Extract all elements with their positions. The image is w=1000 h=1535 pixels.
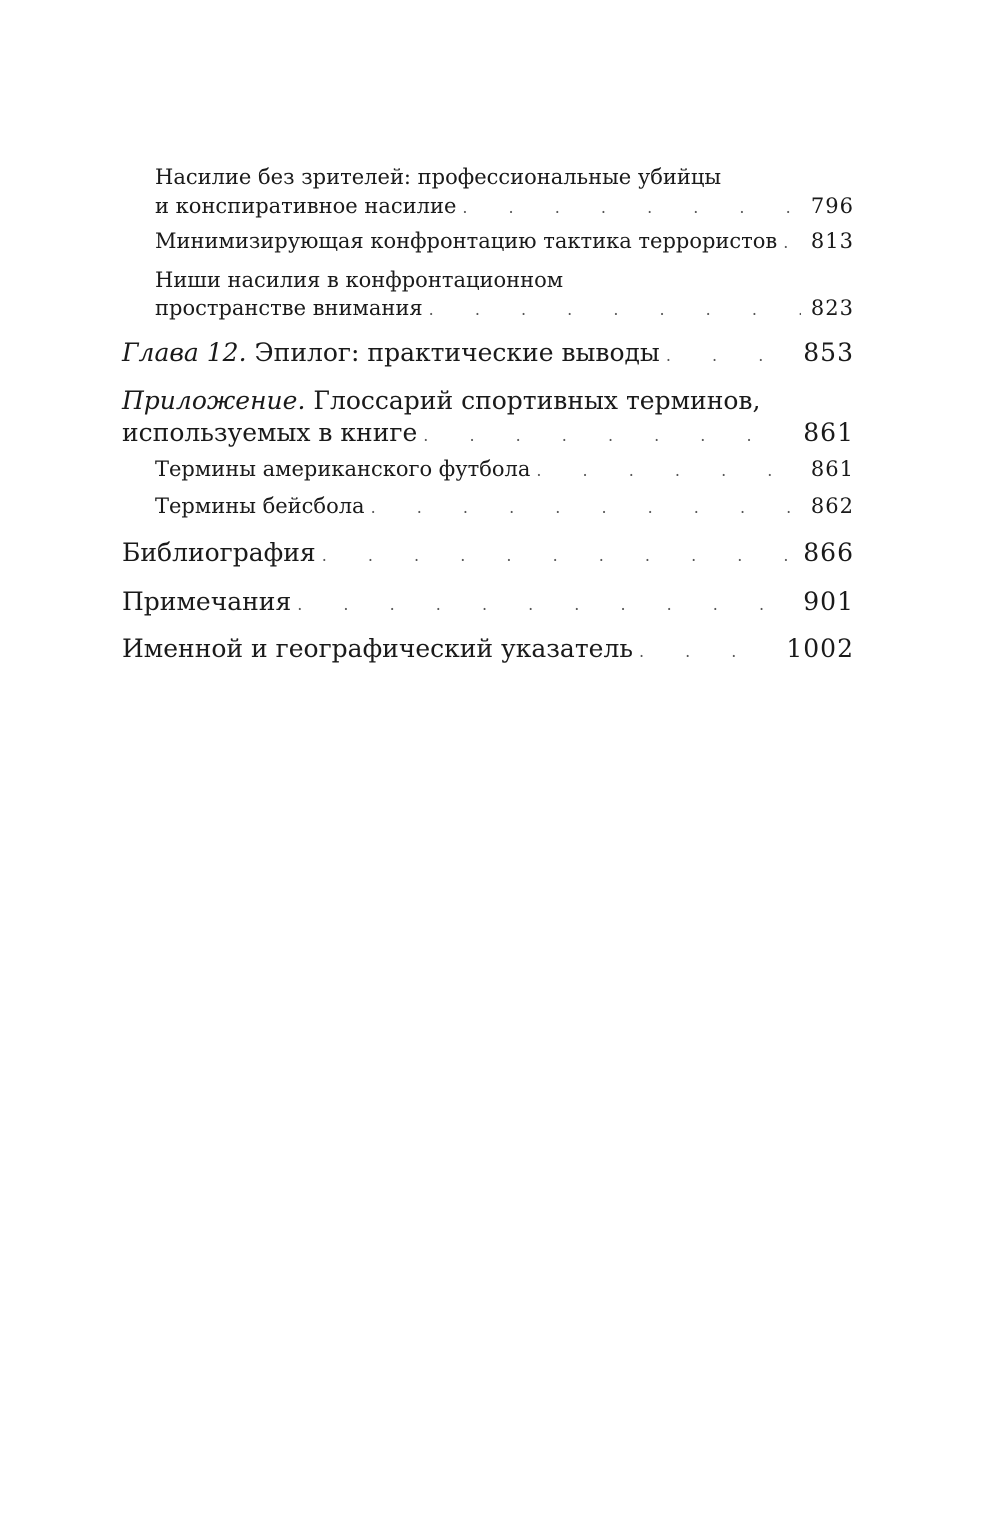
toc-entry-title-line: Ниши насилия в конфронтационном bbox=[155, 268, 564, 292]
dot-leader bbox=[297, 595, 793, 614]
toc-entry-title-line: Примечания bbox=[122, 587, 292, 616]
toc-page-number: 813 bbox=[810, 229, 854, 253]
dot-leader bbox=[371, 498, 801, 517]
dot-leader bbox=[783, 233, 801, 252]
toc-page-number: 823 bbox=[810, 296, 854, 320]
toc-entry-title-line: Термины американского футбола bbox=[155, 457, 531, 481]
toc-page-number: 796 bbox=[810, 194, 854, 218]
dot-leader bbox=[462, 198, 801, 217]
toc-entry-title-line: используемых в книге bbox=[122, 418, 418, 447]
toc-entry-title-line: Эпилог: практические выводы bbox=[254, 338, 660, 367]
toc-entry-title-line: Термины бейсбола bbox=[155, 494, 365, 518]
appendix-prefix: Приложение. bbox=[122, 386, 306, 415]
toc-entry-title-line: Глоссарий спортивных терминов, bbox=[313, 386, 761, 415]
dot-leader bbox=[536, 461, 801, 480]
dot-leader bbox=[666, 346, 793, 365]
toc-entry-title-line: Минимизирующая конфронтацию тактика террористов bbox=[155, 229, 778, 253]
toc-page-number: 853 bbox=[803, 338, 854, 367]
toc-page-number: 866 bbox=[803, 538, 854, 567]
toc-page-number: 861 bbox=[810, 457, 854, 481]
toc-page-number: 1002 bbox=[786, 634, 854, 663]
dot-leader bbox=[639, 642, 776, 661]
toc-page-number: 862 bbox=[810, 494, 854, 518]
dot-leader bbox=[429, 300, 801, 319]
chapter-prefix: Глава 12. bbox=[122, 338, 247, 367]
dot-leader bbox=[322, 546, 794, 565]
toc-entry-title-line: Насилие без зрителей: профессиональные убийцы bbox=[155, 165, 722, 189]
toc-page-number: 901 bbox=[803, 587, 854, 616]
toc-page-number: 861 bbox=[803, 418, 854, 447]
toc-entry-title-line: пространстве внимания bbox=[155, 296, 423, 320]
dot-leader bbox=[423, 426, 793, 445]
toc-entry-title-line: Именной и географический указатель bbox=[122, 634, 633, 663]
toc-entry-title-line: Библиография bbox=[122, 538, 316, 567]
toc-entry-title-line: и конспиративное насилие bbox=[155, 194, 457, 218]
